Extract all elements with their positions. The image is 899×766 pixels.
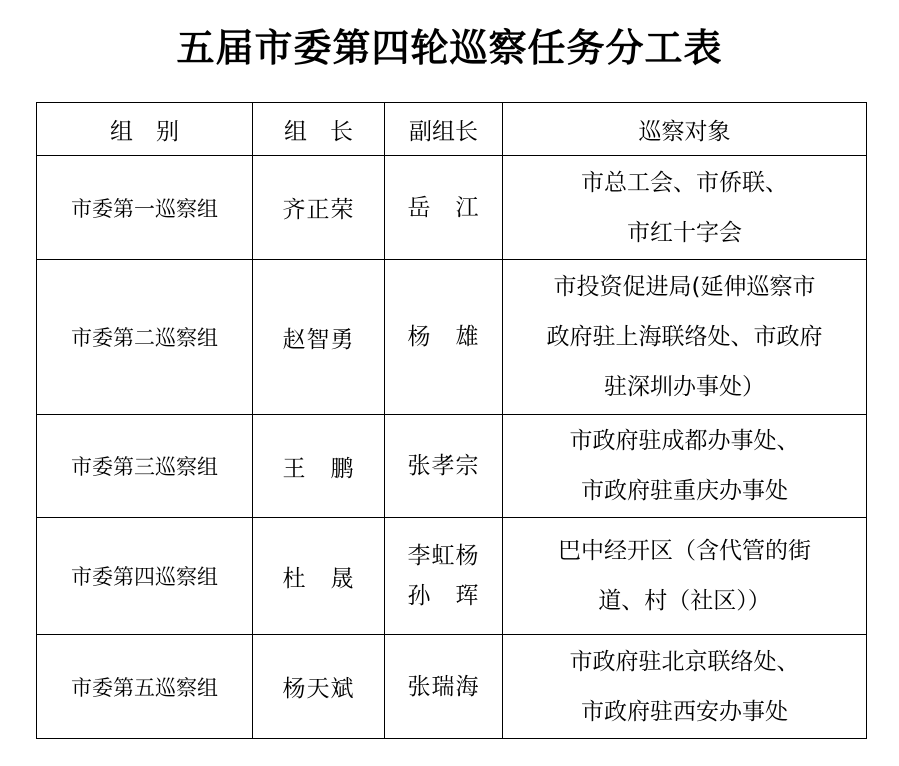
header-deputy: 副组长 — [385, 103, 503, 156]
target-line: 市红十字会 — [627, 219, 742, 246]
leader-name: 王 鹏 — [253, 415, 385, 518]
target-cell — [503, 635, 867, 739]
deputy-name: 杨 雄 — [407, 324, 480, 350]
header-target: 巡察对象 — [503, 103, 867, 156]
deputy-name: 孙 珲 — [407, 583, 480, 609]
table-row — [37, 518, 867, 635]
leader-name: 齐正荣 — [253, 156, 385, 260]
target-line: 道、村（社区）） — [598, 588, 771, 614]
leader-name: 杨天斌 — [253, 635, 385, 739]
group-name: 市委第三巡察组 — [37, 415, 253, 518]
target-line: 市政府驻北京联络处、 — [569, 648, 800, 675]
deputy-name: 岳 江 — [407, 194, 480, 221]
header-leader: 组 长 — [253, 103, 385, 156]
target-line: 市政府驻西安办事处 — [581, 698, 788, 725]
target-cell — [503, 415, 867, 518]
group-name: 市委第五巡察组 — [37, 635, 253, 739]
table-row — [37, 635, 867, 739]
group-name: 市委第一巡察组 — [37, 156, 253, 260]
table-header-row — [37, 103, 867, 156]
deputy-cell — [385, 260, 503, 415]
deputy-cell — [385, 156, 503, 260]
target-line: 市投资促进局(延伸巡察市 — [553, 274, 816, 300]
target-cell — [503, 156, 867, 260]
target-line: 市总工会、市侨联、 — [581, 169, 788, 196]
deputy-name: 张孝宗 — [407, 453, 480, 479]
deputy-cell — [385, 635, 503, 739]
target-line: 巴中经开区（含代管的街 — [558, 538, 811, 564]
leader-name: 赵智勇 — [253, 260, 385, 415]
deputy-name: 张瑞海 — [407, 673, 480, 700]
group-name: 市委第二巡察组 — [37, 260, 253, 415]
page-title: 五届市委第四轮巡察任务分工表 — [176, 25, 723, 70]
header-group: 组 别 — [37, 103, 253, 156]
target-line: 驻深圳办事处） — [604, 374, 765, 400]
target-cell — [503, 260, 867, 415]
target-line: 市政府驻重庆办事处 — [581, 478, 788, 504]
table-row — [37, 415, 867, 518]
target-line: 市政府驻成都办事处、 — [569, 428, 800, 454]
target-line: 政府驻上海联络处、市政府 — [546, 324, 823, 350]
deputy-cell — [385, 518, 503, 635]
leader-name: 杜 晟 — [253, 518, 385, 635]
deputy-name: 李虹杨 — [407, 543, 480, 569]
table-row — [37, 156, 867, 260]
group-name: 市委第四巡察组 — [37, 518, 253, 635]
target-cell — [503, 518, 867, 635]
table-row — [37, 260, 867, 415]
deputy-cell — [385, 415, 503, 518]
assignment-table — [36, 102, 867, 739]
